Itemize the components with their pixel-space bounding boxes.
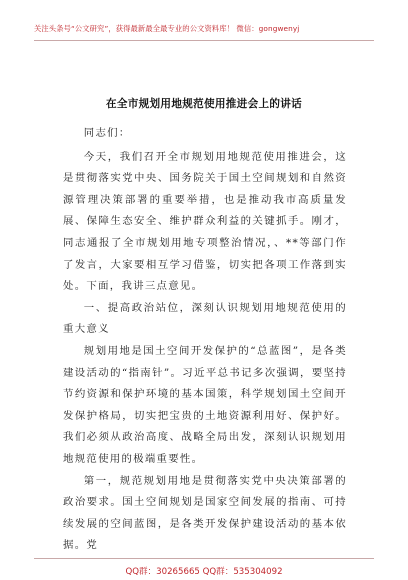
header-divider [34, 40, 374, 41]
paragraph-intro: 今天，我们召开全市规划用地规范使用推进会，这是贯彻落实党中央、国务院关于国土空间规划和自然资源管理决策部署的重要举措，也是推动我市高质量发展、保障生态安全、维护群众利益的关键抓手。刚才，同志通报了全市规划用地专项整治情况，、**等部门作了发言，大家要相互学习借鉴，切实把各项工作落到实处。下面，我讲三点意见。 [63, 150, 347, 293]
page-header [0, 0, 408, 62]
salutation: 同志们： [83, 127, 131, 139]
document-body [63, 123, 347, 557]
paragraph-first-point: 第一，规范规划用地是贯彻落实党中央决策部署的政治要求。国土空间规划是国家空间发展的指南、可持续发展的空间蓝图，是各类开发保护建设活动的基本依据。党 [63, 474, 347, 552]
header-promo-text: 关注头条号“公文研究”，获得最新最全最专业的公文资料库！ 微信：gongwenyj [34, 24, 300, 33]
footer-contact-text: QQ群：30265665 QQ群：535304092 [125, 567, 283, 577]
page-footer [0, 558, 408, 580]
paragraph-significance: 规划用地是国土空间开发保护的“总蓝图”，是各类建设活动的“指南针”。习近平总书记多次强调，要坚持节约资源和保护环境的基本国策，科学规划国土空间开发保护格局，切实把宝贵的土地资源利用好、保护好。我们必须从政治高度、战略全局出发，深刻认识规划用地规范使用的极端重要性。 [63, 344, 347, 465]
section-heading-1: 一、提高政治站位，深刻认识规划用地规范使用的重大意义 [63, 301, 347, 336]
footer-divider [34, 558, 374, 559]
document-title: 在全市规划用地规范使用推进会上的讲话 [105, 98, 303, 110]
